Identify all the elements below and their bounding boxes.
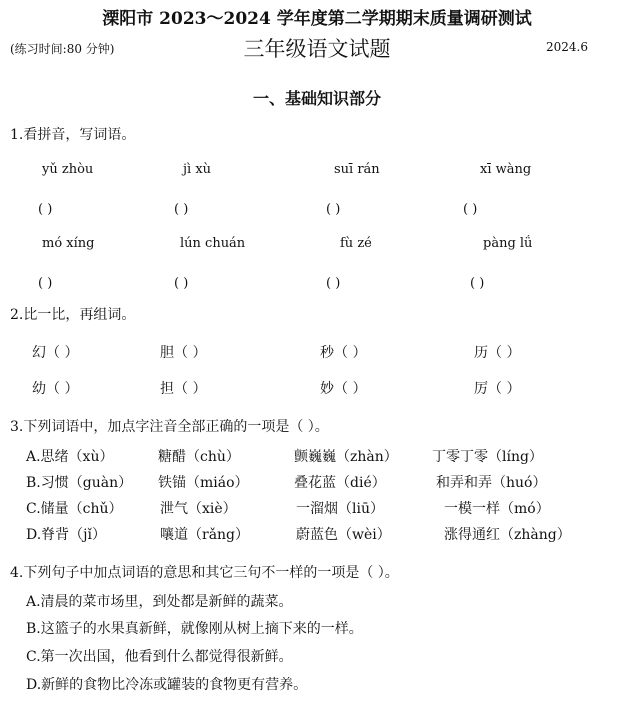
compare-item: 幻（ ） bbox=[32, 345, 79, 361]
option-item: 铁锚（miáo） bbox=[158, 475, 249, 491]
option-item: A.清晨的菜市场里，到处都是新鲜的蔬菜。 bbox=[26, 594, 293, 610]
option-item: 叠花蓝（dié） bbox=[294, 475, 386, 491]
option-item: C.第一次出国，他看到什么都觉得很新鲜。 bbox=[26, 649, 293, 665]
option-item: 颤巍巍（zhàn） bbox=[294, 449, 398, 465]
compare-item: 历（ ） bbox=[474, 345, 521, 361]
question-1-prompt: 1.看拼音，写词语。 bbox=[10, 127, 136, 143]
answer-box: ( ) bbox=[470, 276, 485, 291]
pinyin-item: fù zé bbox=[340, 236, 372, 251]
compare-item: 担（ ） bbox=[160, 381, 207, 397]
compare-item: 妙（ ） bbox=[320, 381, 367, 397]
pinyin-item: xī wàng bbox=[480, 162, 532, 177]
answer-box: ( ) bbox=[326, 276, 341, 291]
answer-box: ( ) bbox=[174, 276, 189, 291]
time-note: (练习时间:80 分钟) bbox=[10, 42, 115, 56]
option-item: 糖醋（chù） bbox=[158, 449, 240, 465]
option-item: 嚷道（rǎng） bbox=[160, 527, 250, 543]
question-4-prompt: 4.下列句子中加点词语的意思和其它三句不一样的一项是（ ）。 bbox=[10, 565, 399, 581]
compare-item: 胆（ ） bbox=[160, 345, 207, 361]
option-item: 丁零丁零（líng） bbox=[432, 449, 543, 465]
compare-item: 厉（ ） bbox=[474, 381, 521, 397]
compare-item: 秒（ ） bbox=[320, 345, 367, 361]
answer-box: ( ) bbox=[326, 202, 341, 217]
pinyin-item: pàng lǘ bbox=[483, 236, 533, 251]
compare-item: 幼（ ） bbox=[32, 381, 79, 397]
option-item: 一溜烟（liū） bbox=[296, 501, 384, 517]
answer-box: ( ) bbox=[38, 276, 53, 291]
option-item: B.这篮子的水果真新鲜，就像刚从树上摘下来的一样。 bbox=[26, 621, 363, 637]
answer-box: ( ) bbox=[38, 202, 53, 217]
option-item: 蔚蓝色（wèi） bbox=[296, 527, 391, 543]
option-item: B.习惯（guàn） bbox=[26, 475, 133, 491]
exam-title: 溧阳市 2023～2024 学年度第二学期期末质量调研测试 bbox=[102, 9, 532, 29]
answer-box: ( ) bbox=[463, 202, 478, 217]
pinyin-item: jì xù bbox=[183, 162, 212, 177]
option-item: A.思绪（xù） bbox=[26, 449, 114, 465]
question-3-prompt: 3.下列词语中，加点字注音全部正确的一项是（ ）。 bbox=[10, 419, 329, 435]
pinyin-item: yǔ zhòu bbox=[42, 162, 94, 177]
option-item: 一模一样（mó） bbox=[444, 501, 550, 517]
option-item: D.新鲜的食物比冷冻或罐装的食物更有营养。 bbox=[26, 677, 308, 693]
option-item: 和弄和弄（huó） bbox=[436, 475, 547, 491]
option-item: D.脊背（jǐ） bbox=[26, 527, 106, 543]
exam-date: 2024.6 bbox=[546, 40, 588, 54]
pinyin-item: lún chuán bbox=[180, 236, 246, 251]
answer-box: ( ) bbox=[174, 202, 189, 217]
pinyin-item: suī rán bbox=[334, 162, 380, 177]
section-heading: 一、基础知识部分 bbox=[252, 89, 381, 108]
option-item: 泄气（xiè） bbox=[160, 501, 237, 517]
option-item: 涨得通红（zhàng） bbox=[444, 527, 571, 543]
paper-title: 三年级语文试题 bbox=[243, 37, 391, 61]
question-2-prompt: 2.比一比，再组词。 bbox=[10, 307, 136, 323]
option-item: C.储量（chǔ） bbox=[26, 501, 123, 517]
pinyin-item: mó xíng bbox=[42, 236, 95, 251]
